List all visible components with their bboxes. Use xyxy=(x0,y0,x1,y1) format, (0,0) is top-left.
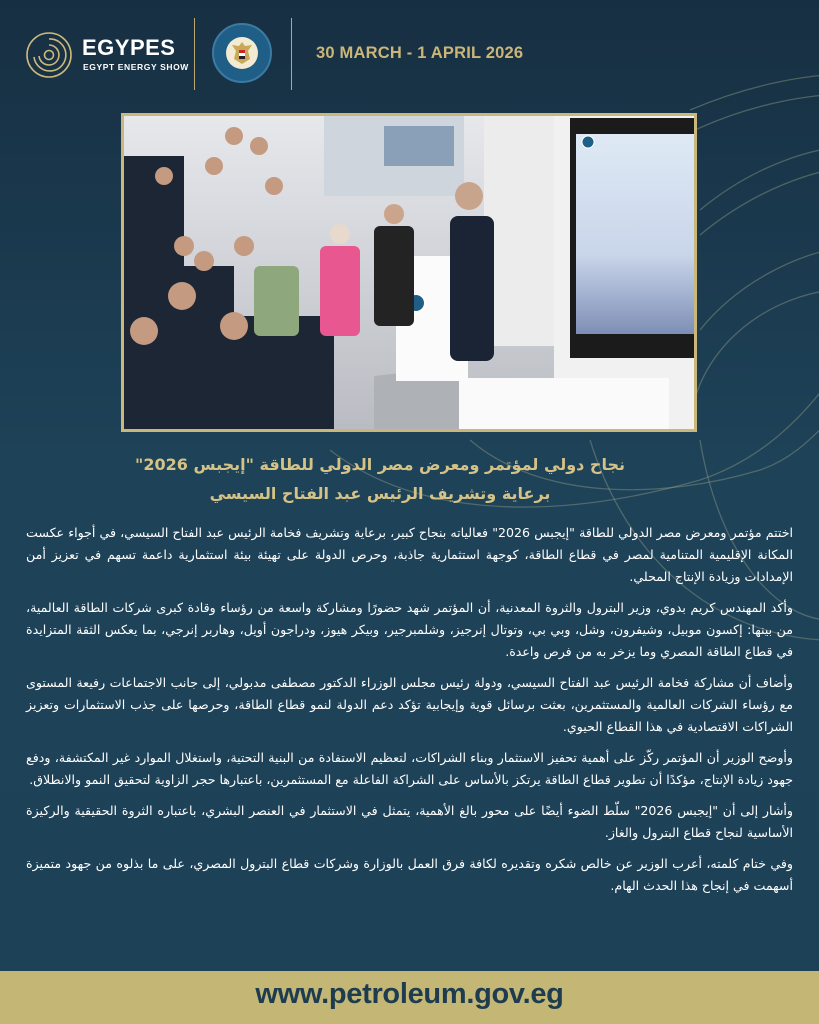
header xyxy=(0,0,819,110)
event-photo-illustration xyxy=(124,116,694,429)
brand-name: EGYPES xyxy=(82,35,176,60)
header-divider xyxy=(291,18,292,90)
article-paragraph: وأكد المهندس كريم بدوي، وزير البترول والثروة المعدنية، أن المؤتمر شهد حضورًا ومشاركة واسعة من رؤساء وقادة كبرى شركات الطاقة العالمية، من بينها: إكسون موبيل، وشيفرون، وشل، وبي بي، وتوتال إنرجيز، وشلمبرجير، وبيكر هيوز، ودراجون أويل، وهاربر إنرجي، بما يعكس الثقة المتزايدة في قطاع الطاقة المصري وما يزخر به من فرص واعدة. xyxy=(26,600,793,659)
brand-subtitle: EGYPT ENERGY SHOW xyxy=(83,62,189,72)
website-link[interactable]: www.petroleum.gov.eg xyxy=(255,978,564,1010)
article-paragraph: وأوضح الوزير أن المؤتمر ركّز على أهمية تحفيز الاستثمار وبناء الشراكات، لتعظيم الاستفادة من البنية التحتية، واستغلال الموارد غير المكتشفة، ودفع جهود زيادة الإنتاج، مؤكدًا أن تطوير قطاع الطاقة يرتكز بالأساس على الشراكة الفاعلة مع المستثمرين، باعتبارها حجر الزاوية لتحقيق النمو والانطلاق. xyxy=(26,750,793,787)
eagle-emblem-icon xyxy=(226,37,258,69)
headline-line-2: برعاية وتشريف الرئيس عبد الفتاح السيسي xyxy=(209,484,551,503)
article-paragraph: وفي ختام كلمته، أعرب الوزير عن خالص شكره وتقديره لكافة فرق العمل بالوزارة وشركات قطاع البترول المصري، على ما بذلوه من جهود متميزة أسهمت في إنجاح هذا الحدث الهام. xyxy=(26,856,793,893)
headline xyxy=(60,450,700,508)
headline-line-1: نجاح دولي لمؤتمر ومعرض مصر الدولي للطاقة "إيجبس 2026" xyxy=(135,455,625,474)
footer-band xyxy=(0,971,819,1024)
ministry-seal-icon xyxy=(212,23,272,83)
egypes-spiral-logo-icon xyxy=(24,30,74,80)
article-paragraph: اختتم مؤتمر ومعرض مصر الدولي للطاقة "إيجبس 2026" فعالياته بنجاح كبير، برعاية وتشريف فخامة الرئيس عبد الفتاح السيسي، في أجواء عكست المكانة الإقليمية المتنامية لمصر في قطاع الطاقة، كوجهة استثمارية جاذبة، وحرص الدولة على تهيئة بيئة استثمارية داعمة تسهم في تعزيز أمن الإمدادات وزيادة الإنتاج المحلي. xyxy=(26,525,793,584)
article-paragraph: وأضاف أن مشاركة فخامة الرئيس عبد الفتاح السيسي، ودولة رئيس مجلس الوزراء الدكتور مصطفى مدبولي، إلى جانب الاجتماعات رفيعة المستوى مع رؤساء الشركات العالمية والمستثمرين، بعثت برسائل قوية وإيجابية تؤكد دعم الدولة لنمو قطاع الطاقة، وحرصها على جذب الاستثمارات وتعزيز الشراكات الاقتصادية في هذا القطاع الحيوي. xyxy=(26,675,793,734)
article-paragraph: وأشار إلى أن "إيجبس 2026" سلّط الضوء أيضًا على محور بالغ الأهمية، يتمثل في الاستثمار في العنصر البشري، باعتباره الثروة الحقيقية والركيزة الأساسية لنجاح قطاع البترول والغاز. xyxy=(26,803,793,840)
header-divider xyxy=(194,18,195,90)
article-body xyxy=(26,522,793,906)
event-photo xyxy=(121,113,697,432)
event-dates: 30 MARCH - 1 APRIL 2026 xyxy=(316,44,524,62)
